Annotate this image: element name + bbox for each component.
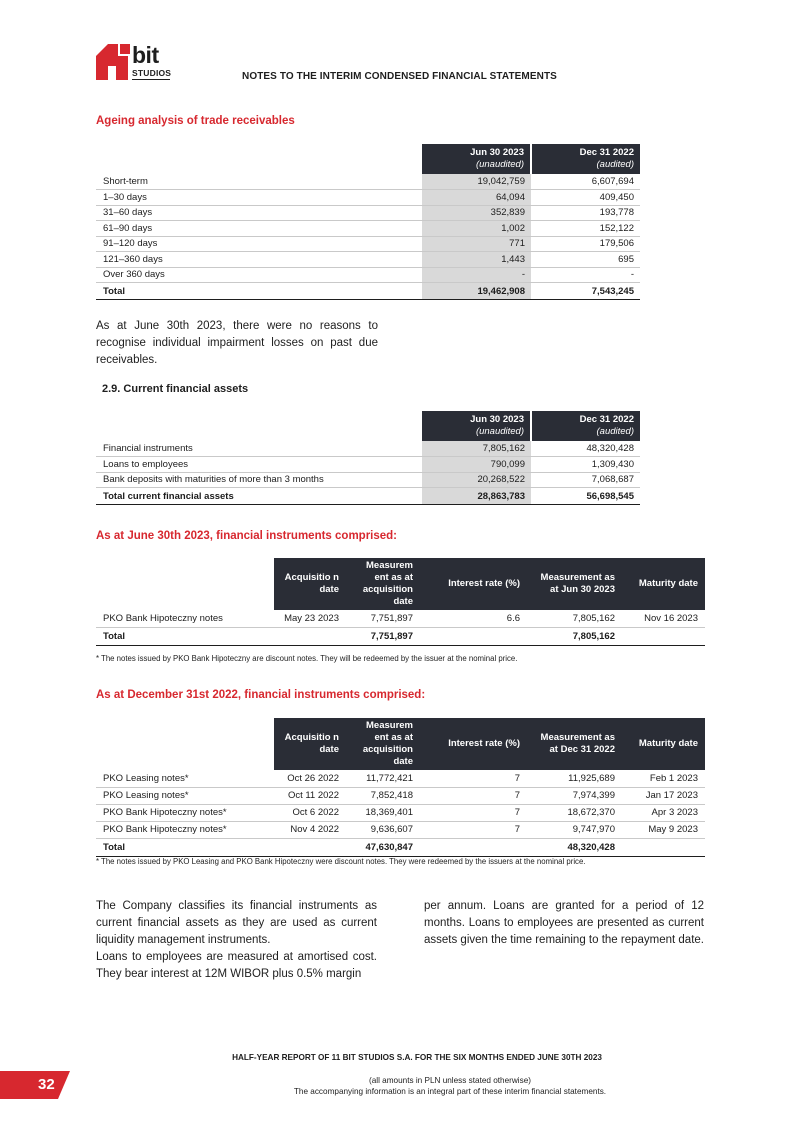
- acquisition-date: Oct 26 2022: [274, 770, 346, 787]
- total-value: 19,462,908: [422, 283, 531, 300]
- logo-text: bit: [132, 42, 159, 68]
- col-header-dec-2022: [531, 411, 640, 441]
- table-row: [96, 205, 640, 221]
- body-right-paragraph: per annum. Loans are granted for a period of 12 months. Loans to employees are presented as current assets given the time remaining to the repayment date.: [424, 900, 704, 946]
- maturity-date: Apr 3 2023: [622, 804, 705, 821]
- header-blank: [96, 411, 422, 441]
- total-empty: [274, 838, 346, 856]
- instruments-2023-table: [96, 558, 705, 646]
- footer-disclaimer-line: The accompanying information is an integral part of these interim financial statements.: [293, 1087, 607, 1096]
- total-label: Total: [96, 838, 274, 856]
- total-row: [96, 627, 705, 645]
- table-row: [96, 221, 640, 237]
- measurement: 18,672,370: [527, 804, 622, 821]
- table-row: [96, 787, 705, 804]
- header-blank: [96, 718, 274, 770]
- total-value: 7,543,245: [531, 283, 640, 300]
- row-label: Over 360 days: [96, 267, 422, 283]
- total-empty: [622, 838, 705, 856]
- col-header-dec-2022: [531, 144, 640, 174]
- cell-value: 193,778: [531, 205, 640, 221]
- instruments-2022-table: [96, 718, 705, 857]
- cell-value: 7,805,162: [422, 441, 531, 457]
- total-empty: [622, 627, 705, 645]
- total-label: Total: [96, 283, 422, 300]
- logo-subtext: STUDIOS: [132, 68, 172, 78]
- cell-value: 6,607,694: [531, 174, 640, 190]
- table-row: [96, 804, 705, 821]
- total-row: [96, 838, 705, 856]
- row-label: Bank deposits with maturities of more than 3 months: [96, 472, 422, 488]
- page-number: 32: [38, 1076, 55, 1093]
- total-empty: [420, 627, 527, 645]
- acquisition-date: Oct 6 2022: [274, 804, 346, 821]
- table-row: [96, 610, 705, 627]
- cell-value: 790,099: [422, 457, 531, 473]
- row-label: 121–360 days: [96, 252, 422, 268]
- col-header-sub: (audited): [596, 159, 634, 170]
- header-blank: [96, 144, 422, 174]
- ageing-heading: Ageing analysis of trade receivables: [96, 115, 295, 127]
- footer-title: HALF-YEAR REPORT OF 11 BIT STUDIOS S.A. FOR THE SIX MONTHS ENDED JUNE 30TH 2023: [232, 1053, 602, 1062]
- total-label: Total current financial assets: [96, 488, 422, 505]
- col-header-meas-acq: Measurem ent as at acquisition date: [346, 718, 420, 770]
- page-number-tab: [0, 1071, 70, 1099]
- instruments-2023-heading: As at June 30th 2023, financial instruments comprised:: [96, 530, 398, 542]
- col-header-main: Jun 30 2023: [470, 147, 524, 158]
- total-meas-acq: 47,630,847: [346, 838, 420, 856]
- instrument-name: PKO Bank Hipoteczny notes*: [96, 821, 274, 838]
- col-header-measurement: Measurement as at Jun 30 2023: [527, 558, 622, 610]
- maturity-date: May 9 2023: [622, 821, 705, 838]
- total-label: Total: [96, 627, 274, 645]
- cell-value: 179,506: [531, 236, 640, 252]
- measurement: 7,805,162: [527, 610, 622, 627]
- ageing-table: [96, 144, 640, 300]
- measurement-at-acquisition: 9,636,607: [346, 821, 420, 838]
- table-row: [96, 821, 705, 838]
- cell-value: -: [422, 267, 531, 283]
- instrument-name: PKO Bank Hipoteczny notes*: [96, 804, 274, 821]
- instrument-name: PKO Leasing notes*: [96, 787, 274, 804]
- cell-value: 20,268,522: [422, 472, 531, 488]
- row-label: 91–120 days: [96, 236, 422, 252]
- measurement-at-acquisition: 11,772,421: [346, 770, 420, 787]
- total-meas: 48,320,428: [527, 838, 622, 856]
- logo-underline: [132, 79, 170, 80]
- total-value: 56,698,545: [531, 488, 640, 505]
- cell-value: 19,042,759: [422, 174, 531, 190]
- instrument-name: PKO Bank Hipoteczny notes: [96, 610, 274, 627]
- measurement: 9,747,970: [527, 821, 622, 838]
- header-blank: [96, 558, 274, 610]
- col-header-main: Dec 31 2022: [579, 147, 634, 158]
- total-row: [96, 283, 640, 300]
- cell-value: 64,094: [422, 190, 531, 206]
- row-label: 1–30 days: [96, 190, 422, 206]
- interest-rate: 7: [420, 804, 527, 821]
- cell-value: -: [531, 267, 640, 283]
- impairment-paragraph: As at June 30th 2023, there were no reasons to recognise individual impairment losses on past due receivables.: [96, 320, 378, 366]
- table-row: [96, 190, 640, 206]
- cell-value: 48,320,428: [531, 441, 640, 457]
- section-heading: 2.9. Current financial assets: [102, 383, 249, 395]
- cell-value: 409,450: [531, 190, 640, 206]
- cell-value: 1,002: [422, 221, 531, 237]
- row-label: Financial instruments: [96, 441, 422, 457]
- table-header-row: [96, 411, 640, 441]
- footer-units-line: (all amounts in PLN unless stated otherwise): [368, 1076, 531, 1085]
- cell-value: 352,839: [422, 205, 531, 221]
- table-header-row: [96, 718, 705, 770]
- table-row: [96, 267, 640, 283]
- instrument-name: PKO Leasing notes*: [96, 770, 274, 787]
- col-header-sub: (unaudited): [475, 159, 524, 170]
- col-header-interest-rate: Interest rate (%): [420, 718, 527, 770]
- measurement-at-acquisition: 18,369,401: [346, 804, 420, 821]
- col-header-main: Dec 31 2022: [579, 414, 634, 425]
- measurement-at-acquisition: 7,751,897: [346, 610, 420, 627]
- measurement: 11,925,689: [527, 770, 622, 787]
- col-header-meas-acq: Measurem ent as at acquisition date: [346, 558, 420, 610]
- maturity-date: Nov 16 2023: [622, 610, 705, 627]
- row-label: Short-term: [96, 174, 422, 190]
- total-meas-acq: 7,751,897: [346, 627, 420, 645]
- total-value: 28,863,783: [422, 488, 531, 505]
- row-label: 31–60 days: [96, 205, 422, 221]
- table-row: [96, 174, 640, 190]
- table-header-row: [96, 558, 705, 610]
- col-header-interest-rate: Interest rate (%): [420, 558, 527, 610]
- col-header-jun-2023: [422, 144, 531, 174]
- body-left-paragraph-1: The Company classifies its financial instruments as current financial assets as they are used as current liquidity management instruments.: [96, 900, 377, 946]
- col-header-maturity: Maturity date: [622, 718, 705, 770]
- footnote-2022: * The notes issued by PKO Leasing and PKO Bank Hipoteczny were discount notes. They were redeemed by the issuers at the nominal price.: [96, 857, 586, 866]
- interest-rate: 7: [420, 787, 527, 804]
- instruments-2022-heading: As at December 31st 2022, financial instruments comprised:: [96, 689, 426, 701]
- table-row: [96, 441, 640, 457]
- interest-rate: 6.6: [420, 610, 527, 627]
- row-label: 61–90 days: [96, 221, 422, 237]
- total-empty: [420, 838, 527, 856]
- col-header-jun-2023: [422, 411, 531, 441]
- total-empty: [274, 627, 346, 645]
- table-row: [96, 236, 640, 252]
- col-header-sub: (audited): [596, 426, 634, 437]
- acquisition-date: Oct 11 2022: [274, 787, 346, 804]
- total-row: [96, 488, 640, 505]
- body-left-paragraph-2: Loans to employees are measured at amortised cost. They bear interest at 12M WIBOR plus 0.5% margin: [96, 951, 377, 980]
- col-header-acq-date: Acquisitio n date: [274, 718, 346, 770]
- acquisition-date: Nov 4 2022: [274, 821, 346, 838]
- running-header: NOTES TO THE INTERIM CONDENSED FINANCIAL STATEMENTS: [242, 71, 557, 82]
- col-header-sub: (unaudited): [475, 426, 524, 437]
- cell-value: 7,068,687: [531, 472, 640, 488]
- table-row: [96, 457, 640, 473]
- footnote-2023: * The notes issued by PKO Bank Hipoteczny are discount notes. They will be redeemed by the issuer at the nominal price.: [96, 654, 518, 663]
- cell-value: 695: [531, 252, 640, 268]
- cell-value: 771: [422, 236, 531, 252]
- maturity-date: Feb 1 2023: [622, 770, 705, 787]
- interest-rate: 7: [420, 770, 527, 787]
- measurement: 7,974,399: [527, 787, 622, 804]
- row-label: Loans to employees: [96, 457, 422, 473]
- current-assets-table: [96, 411, 640, 505]
- col-header-acq-date: Acquisitio n date: [274, 558, 346, 610]
- cell-value: 1,309,430: [531, 457, 640, 473]
- total-meas: 7,805,162: [527, 627, 622, 645]
- cell-value: 152,122: [531, 221, 640, 237]
- acquisition-date: May 23 2023: [274, 610, 346, 627]
- interest-rate: 7: [420, 821, 527, 838]
- table-row: [96, 252, 640, 268]
- col-header-main: Jun 30 2023: [470, 414, 524, 425]
- col-header-maturity: Maturity date: [622, 558, 705, 610]
- table-header-row: [96, 144, 640, 174]
- table-row: [96, 770, 705, 787]
- measurement-at-acquisition: 7,852,418: [346, 787, 420, 804]
- cell-value: 1,443: [422, 252, 531, 268]
- col-header-measurement: Measurement as at Dec 31 2022: [527, 718, 622, 770]
- table-row: [96, 472, 640, 488]
- maturity-date: Jan 17 2023: [622, 787, 705, 804]
